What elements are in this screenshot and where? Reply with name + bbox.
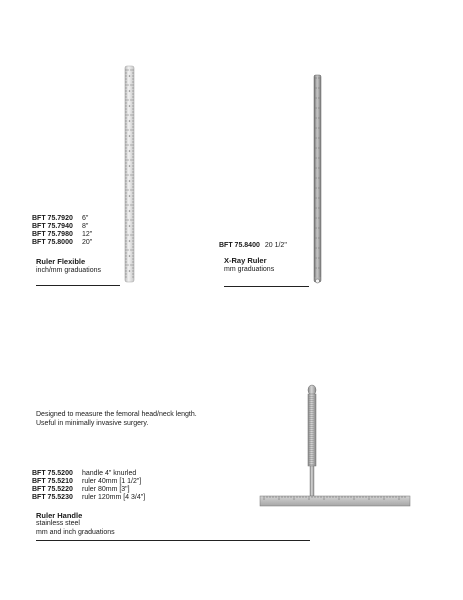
code-row: [32, 486, 145, 494]
graduation-number-mark: [129, 90, 131, 92]
product-desc: handle 4" knurled: [82, 470, 137, 477]
product-code: BFT 75.5210: [32, 478, 73, 485]
graduation-number-mark: [129, 75, 131, 77]
product-size: 12": [82, 231, 93, 238]
description-line: Designed to measure the femoral head/neck length.: [36, 411, 197, 418]
xray-ruler-image: [312, 75, 324, 287]
ruler-handle-code-list: [32, 470, 145, 502]
code-row: [219, 242, 287, 250]
code-row: [32, 215, 92, 223]
code-row: [32, 470, 145, 478]
xray-ruler-subtitle: mm graduations: [224, 266, 275, 273]
ruler-handle-description: [36, 410, 197, 428]
graduation-number-mark: [129, 120, 131, 122]
xray-ruler-title: X-Ray Ruler: [224, 256, 267, 265]
code-row: [32, 494, 145, 502]
graduation-number-mark: [129, 240, 131, 242]
product-desc: ruler 80mm [3"]: [82, 486, 130, 493]
xray-ruler-code: [219, 242, 287, 250]
flexible-ruler-image: [122, 66, 138, 284]
divider: [224, 286, 309, 287]
code-row: [32, 239, 92, 247]
product-desc: ruler 40mm [1 1/2"]: [82, 478, 142, 485]
graduation-number-mark: [129, 225, 131, 227]
ruler-handle-image: [256, 382, 416, 510]
subtitle-line: stainless steel: [36, 520, 80, 527]
product-code: BFT 75.5200: [32, 470, 73, 477]
product-code: BFT 75.7940: [32, 223, 73, 230]
product-code: BFT 75.8000: [32, 239, 73, 246]
graduation-number-mark: [129, 255, 131, 257]
code-row: [32, 223, 92, 231]
graduation-number-mark: [129, 210, 131, 212]
graduation-number-mark: [129, 195, 131, 197]
ruler-flexible-code-list: [32, 215, 92, 247]
code-row: [32, 231, 92, 239]
product-size: 6": [82, 215, 89, 222]
graduation-number-mark: [129, 165, 131, 167]
product-code: BFT 75.7920: [32, 215, 73, 222]
product-code: BFT 75.5220: [32, 486, 73, 493]
graduation-number-mark: [129, 180, 131, 182]
subtitle-line: mm and inch graduations: [36, 528, 115, 536]
product-size: 20": [82, 239, 93, 246]
ruler-handle-subtitle: [36, 520, 115, 537]
ruler-flexible-subtitle: inch/mm graduations: [36, 267, 101, 274]
product-size: 20 1/2": [264, 242, 287, 249]
graduation-number-mark: [129, 105, 131, 107]
graduation-number-mark: [129, 135, 131, 137]
product-code: BFT 75.7980: [32, 231, 73, 238]
graduation-number-mark: [129, 150, 131, 152]
divider: [36, 285, 120, 286]
product-code: BFT 75.8400: [219, 242, 260, 249]
product-code: BFT 75.5230: [32, 494, 73, 501]
description-line: Useful in minimally invasive surgery.: [36, 420, 149, 427]
ruler-handle-title: Ruler Handle: [36, 511, 83, 520]
product-desc: ruler 120mm [4 3/4"]: [82, 494, 146, 501]
ruler-flexible-title: Ruler Flexible: [36, 257, 86, 266]
product-size: 8": [82, 223, 89, 230]
code-row: [32, 478, 145, 486]
divider: [36, 540, 310, 541]
graduation-number-mark: [129, 270, 131, 272]
